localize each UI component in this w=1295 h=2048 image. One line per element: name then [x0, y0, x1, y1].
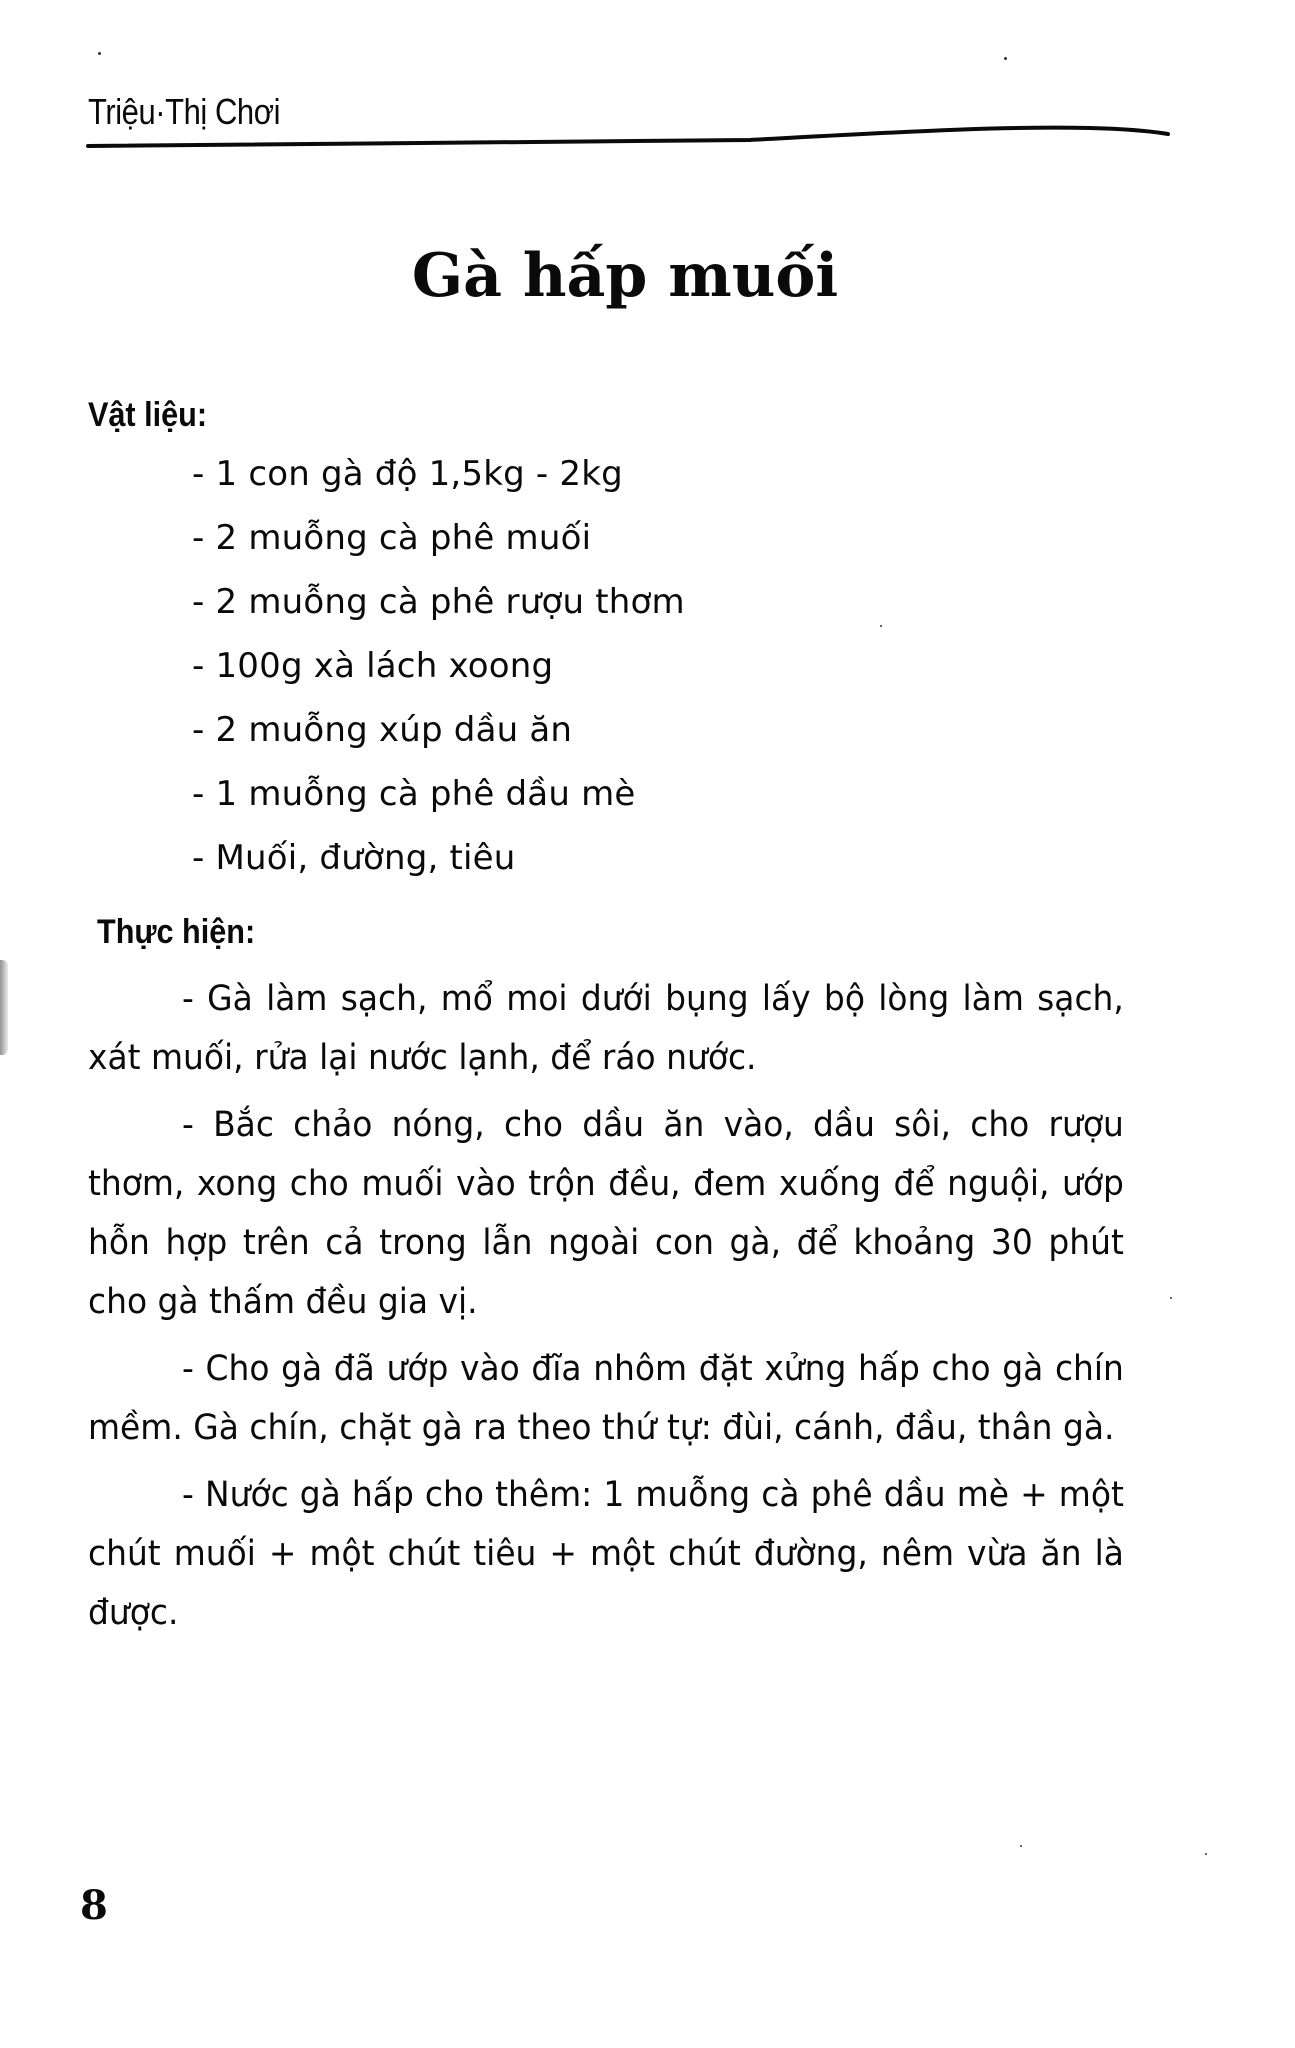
scan-speck: [880, 625, 882, 627]
ingredient-item: - 1 con gà độ 1,5kg - 2kg: [192, 454, 623, 494]
scan-edge-smudge: [0, 960, 8, 1055]
scan-speck: [1004, 57, 1007, 60]
ingredient-item: - 2 muỗng cà phê muối: [192, 518, 592, 558]
steps-heading: Thực hiện:: [97, 913, 256, 951]
ingredients-list: [192, 452, 685, 900]
scan-speck: [1170, 1297, 1172, 1299]
running-header-author: Triệu·Thị Chơi: [88, 91, 281, 132]
ingredient-item: - 100g xà lách xoong: [192, 646, 554, 686]
ingredient-item: - 2 muỗng xúp dầu ăn: [192, 710, 573, 750]
step-paragraph: - Bắc chảo nóng, cho dầu ăn vào, dầu sôi, cho rượu thơm, xong cho muối vào trộn đều, đem xuống để nguội, ướp hỗn hợp trên cả trong lẫn ngoài con gà, để khoảng 30 phút cho gà thấm đều gia vị.: [88, 1105, 1124, 1322]
page-number: 8: [80, 1882, 108, 1929]
recipe-title: Gà hấp muối: [411, 241, 839, 311]
ingredient-item: - 1 muỗng cà phê dầu mè: [192, 774, 636, 814]
step-paragraph: - Nước gà hấp cho thêm: 1 muỗng cà phê dầu mè + một chút muối + một chút tiêu + một chút đường, nêm vừa ăn là được.: [88, 1475, 1124, 1633]
scan-speck: [1020, 1845, 1022, 1847]
steps-body: [88, 970, 1124, 1651]
ingredient-item: - 2 muỗng cà phê rượu thơm: [192, 582, 685, 622]
step-paragraph: - Gà làm sạch, mổ moi dưới bụng lấy bộ lòng làm sạch, xát muối, rửa lại nước lạnh, để ráo nước.: [88, 979, 1124, 1078]
scan-speck: [1205, 1853, 1207, 1855]
ingredients-heading: Vật liệu:: [88, 396, 208, 434]
scan-speck: [98, 52, 101, 55]
ingredient-item: - Muối, đường, tiêu: [192, 838, 516, 878]
step-paragraph: - Cho gà đã ướp vào đĩa nhôm đặt xửng hấp cho gà chín mềm. Gà chín, chặt gà ra theo thứ tự: đùi, cánh, đầu, thân gà.: [88, 1349, 1124, 1448]
header-rule: [0, 0, 1295, 160]
